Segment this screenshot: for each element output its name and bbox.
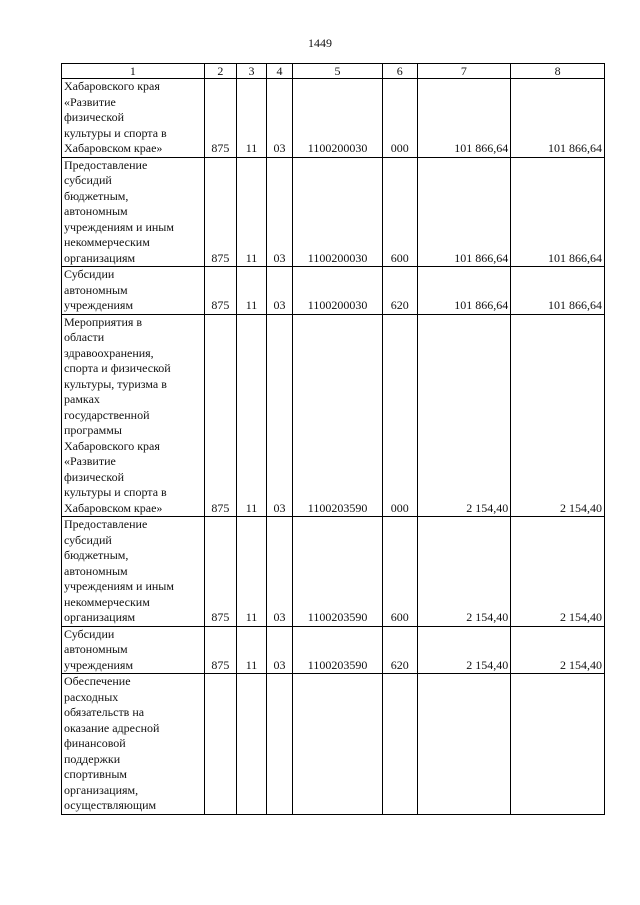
amount-cell: 2 154,40 — [511, 314, 605, 517]
column-header: 5 — [293, 64, 383, 79]
table-row — [62, 79, 605, 158]
amount-cell: 2 154,40 — [417, 626, 511, 674]
amount-cell: 2 154,40 — [511, 517, 605, 627]
row-name-line: Предоставление — [64, 517, 148, 531]
amount-cell: 101 866,64 — [417, 79, 511, 158]
row-name-line: бюджетным, — [64, 548, 129, 562]
target-code-cell — [293, 674, 383, 815]
amount-cell: 2 154,40 — [417, 517, 511, 627]
column-header: 7 — [417, 64, 511, 79]
row-name-cell — [62, 517, 205, 627]
target-code-cell: 1100200030 — [293, 79, 383, 158]
row-name-line: поддержки — [64, 751, 121, 766]
budget-table — [61, 63, 605, 815]
ministry-code-cell: 875 — [204, 157, 237, 267]
row-name-line: учреждениям — [64, 657, 134, 672]
row-name-line: оказание адресной — [64, 720, 160, 735]
row-name-line: автономным — [64, 642, 128, 656]
row-name-line: культуры и спорта в — [64, 485, 167, 499]
row-name-line: субсидий — [64, 173, 112, 187]
row-name-line: спорта и физической — [64, 361, 171, 375]
row-name-line: Хабаровского края — [64, 438, 160, 453]
target-code-cell: 1100200030 — [293, 157, 383, 267]
row-name-line: осуществляющим — [64, 798, 157, 812]
row-name-line: некоммерческим — [64, 235, 150, 249]
column-header: 3 — [237, 64, 267, 79]
column-header: 8 — [511, 64, 605, 79]
row-name-cell — [62, 674, 205, 815]
section-code-cell: 11 — [237, 626, 267, 674]
section-code-cell: 11 — [237, 79, 267, 158]
subsection-code-cell: 03 — [266, 267, 292, 315]
column-header: 4 — [266, 64, 292, 79]
column-header: 1 — [62, 64, 205, 79]
section-code-cell: 11 — [237, 314, 267, 517]
table-row — [62, 267, 605, 315]
section-code-cell: 11 — [237, 267, 267, 315]
expense-kind-cell: 600 — [382, 157, 417, 267]
amount-cell: 101 866,64 — [511, 79, 605, 158]
row-name-line: организациям, — [64, 782, 139, 797]
subsection-code-cell: 03 — [266, 79, 292, 158]
amount-cell — [511, 674, 605, 815]
row-name-line: некоммерческим — [64, 594, 150, 609]
row-name-line: Обеспечение — [64, 674, 131, 688]
row-name-line: Мероприятия в — [64, 314, 143, 329]
row-name-line: Предоставление — [64, 157, 148, 172]
row-name-line: Хабаровском крае» — [64, 500, 163, 515]
expense-kind-cell: 620 — [382, 626, 417, 674]
row-name-line: спортивным — [64, 767, 127, 781]
row-name-cell — [62, 79, 205, 158]
ministry-code-cell — [204, 674, 237, 815]
ministry-code-cell: 875 — [204, 267, 237, 315]
column-header: 2 — [204, 64, 237, 79]
table-row — [62, 517, 605, 627]
subsection-code-cell: 03 — [266, 314, 292, 517]
subsection-code-cell: 03 — [266, 157, 292, 267]
row-name-line: области — [64, 330, 105, 344]
row-name-line: «Развитие — [64, 454, 116, 468]
row-name-line: финансовой — [64, 736, 126, 750]
row-name-cell — [62, 314, 205, 517]
expense-kind-cell — [382, 674, 417, 815]
ministry-code-cell: 875 — [204, 79, 237, 158]
amount-cell: 2 154,40 — [417, 314, 511, 517]
table-row — [62, 626, 605, 674]
table-header-row — [62, 64, 605, 79]
target-code-cell: 1100203590 — [293, 626, 383, 674]
row-name-line: физической — [64, 110, 124, 124]
subsection-code-cell: 03 — [266, 626, 292, 674]
row-name-line: государственной — [64, 407, 150, 422]
subsection-code-cell: 03 — [266, 517, 292, 627]
section-code-cell — [237, 674, 267, 815]
column-header: 6 — [382, 64, 417, 79]
amount-cell: 2 154,40 — [511, 626, 605, 674]
section-code-cell: 11 — [237, 517, 267, 627]
row-name-line: автономным — [64, 282, 128, 297]
amount-cell: 101 866,64 — [511, 267, 605, 315]
row-name-cell — [62, 267, 205, 315]
row-name-line: расходных — [64, 689, 119, 704]
table-row — [62, 157, 605, 267]
row-name-line: Субсидии — [64, 626, 115, 641]
amount-cell — [417, 674, 511, 815]
expense-kind-cell: 620 — [382, 267, 417, 315]
row-name-line: обязательств на — [64, 705, 145, 719]
row-name-line: культуры, туризма в — [64, 376, 167, 391]
row-name-line: автономным — [64, 204, 128, 218]
row-name-line: «Развитие — [64, 94, 116, 109]
amount-cell: 101 866,64 — [511, 157, 605, 267]
row-name-line: субсидий — [64, 532, 112, 547]
row-name-line: физической — [64, 469, 124, 484]
row-name-line: рамках — [64, 392, 100, 406]
ministry-code-cell: 875 — [204, 314, 237, 517]
row-name-cell — [62, 626, 205, 674]
subsection-code-cell — [266, 674, 292, 815]
expense-kind-cell: 000 — [382, 79, 417, 158]
section-code-cell: 11 — [237, 157, 267, 267]
row-name-line: автономным — [64, 563, 128, 578]
target-code-cell: 1100203590 — [293, 517, 383, 627]
ministry-code-cell: 875 — [204, 517, 237, 627]
expense-kind-cell: 000 — [382, 314, 417, 517]
row-name-line: бюджетным, — [64, 188, 129, 203]
expense-kind-cell: 600 — [382, 517, 417, 627]
table-row — [62, 674, 605, 815]
amount-cell: 101 866,64 — [417, 267, 511, 315]
ministry-code-cell: 875 — [204, 626, 237, 674]
target-code-cell: 1100203590 — [293, 314, 383, 517]
row-name-line: организациям — [64, 250, 136, 265]
row-name-line: учреждениям и иным — [64, 579, 174, 593]
row-name-cell — [62, 157, 205, 267]
row-name-line: Субсидии — [64, 267, 115, 281]
row-name-line: программы — [64, 423, 122, 437]
row-name-line: учреждениям и иным — [64, 219, 174, 234]
row-name-line: учреждениям — [64, 298, 134, 312]
row-name-line: культуры и спорта в — [64, 125, 167, 140]
target-code-cell: 1100200030 — [293, 267, 383, 315]
row-name-line: Хабаровского края — [64, 79, 160, 93]
table-row — [62, 314, 605, 517]
row-name-line: организациям — [64, 610, 136, 624]
row-name-line: здравоохранения, — [64, 345, 154, 360]
row-name-line: Хабаровском крае» — [64, 141, 163, 155]
page-number: 1449 — [308, 36, 332, 50]
amount-cell: 101 866,64 — [417, 157, 511, 267]
